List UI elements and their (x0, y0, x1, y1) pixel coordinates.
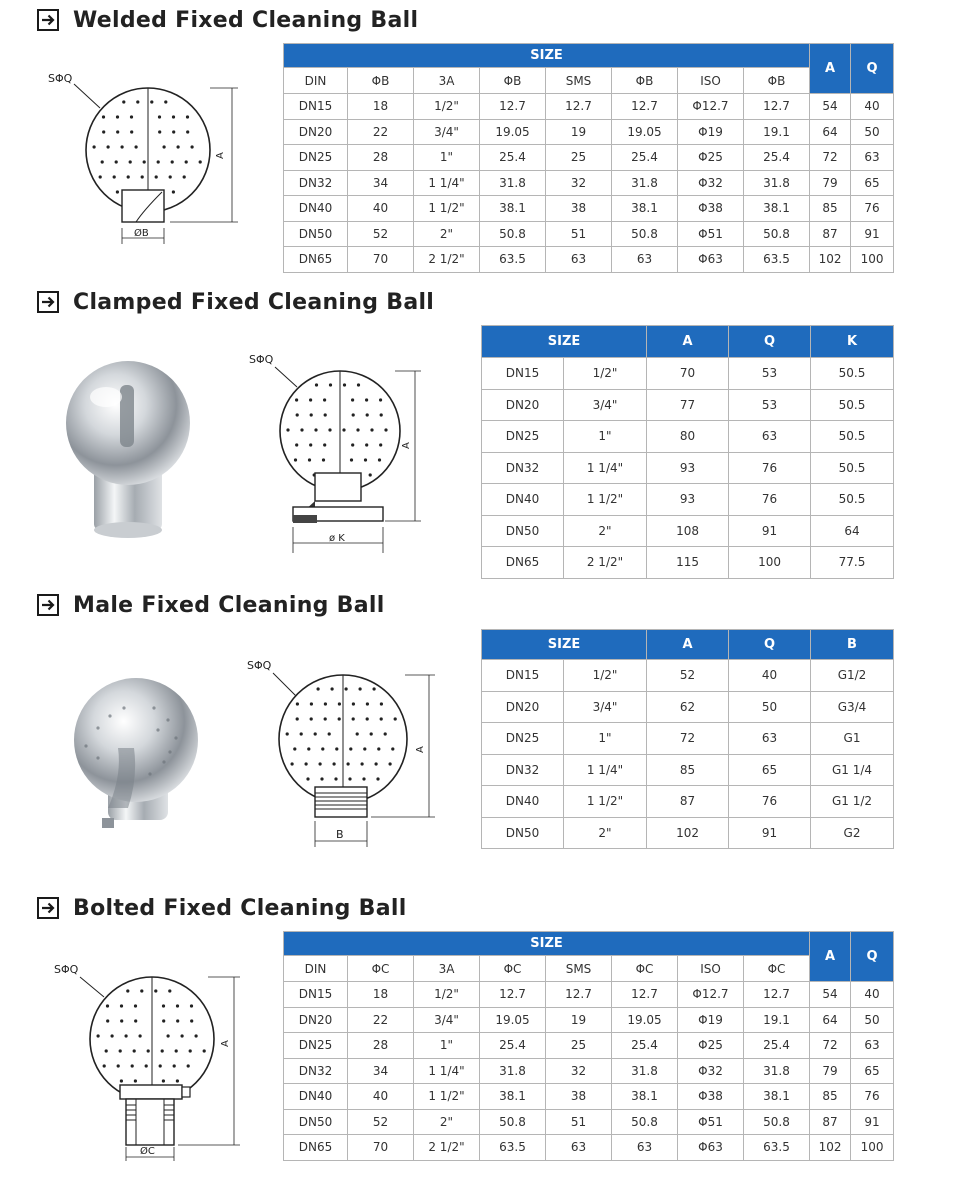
base-dimension-label: B (336, 828, 344, 841)
table-cell: 38.1 (612, 196, 678, 222)
section-title-welded (37, 6, 418, 34)
table-cell: 53 (729, 358, 811, 390)
table-cell: Φ25 (678, 1033, 744, 1059)
table-cell: 12.7 (612, 94, 678, 120)
table-cell: 1/2" (564, 358, 647, 390)
table-cell: DN25 (482, 723, 564, 755)
table-cell: 87 (810, 221, 851, 247)
table-cell: DN50 (284, 221, 348, 247)
table-cell: 1 1/2" (414, 1084, 480, 1110)
height-dimension-label: A (415, 746, 426, 753)
table-row (482, 817, 894, 849)
table-cell: DN32 (284, 1058, 348, 1084)
clamped-spec-table (481, 325, 894, 579)
height-dimension-label: A (215, 152, 226, 159)
welded-ball-diagram (40, 60, 250, 260)
column-header: A (647, 630, 729, 660)
column-header: B (811, 630, 894, 660)
column-header: Q (729, 326, 811, 358)
table-cell: G2 (811, 817, 894, 849)
table-cell: Φ12.7 (678, 982, 744, 1008)
male-ball-diagram (245, 655, 445, 855)
table-cell: 34 (348, 1058, 414, 1084)
table-cell: 31.8 (612, 1058, 678, 1084)
table-cell: 52 (348, 221, 414, 247)
table-cell: 50.5 (811, 484, 894, 516)
table-cell: Φ63 (678, 1135, 744, 1161)
table-cell: 38.1 (480, 1084, 546, 1110)
table-cell: 31.8 (744, 1058, 810, 1084)
table-cell: 31.8 (480, 170, 546, 196)
column-header: SMS (546, 68, 612, 94)
table-cell: 38 (546, 1084, 612, 1110)
table-row (482, 723, 894, 755)
table-cell: 40 (851, 982, 894, 1008)
table-cell: 63 (546, 1135, 612, 1161)
table-cell: 19.05 (612, 1007, 678, 1033)
table-cell: 51 (546, 221, 612, 247)
table-cell: 12.7 (612, 982, 678, 1008)
table-cell: 63 (729, 421, 811, 453)
table-cell: 34 (348, 170, 414, 196)
table-cell: Φ51 (678, 1109, 744, 1135)
table-cell: 50.8 (612, 221, 678, 247)
table-cell: 63.5 (480, 247, 546, 273)
table-cell: 50.5 (811, 358, 894, 390)
base-dimension-label: ØC (140, 1146, 155, 1157)
table-cell: 115 (647, 547, 729, 579)
table-cell: 54 (810, 982, 851, 1008)
column-header: DIN (284, 68, 348, 94)
table-cell: 65 (851, 1058, 894, 1084)
table-cell: 76 (851, 1084, 894, 1110)
table-cell: 79 (810, 170, 851, 196)
table-row (482, 421, 894, 453)
table-cell: DN25 (482, 421, 564, 453)
table-cell: 1 1/2" (414, 196, 480, 222)
table-cell: 50.5 (811, 421, 894, 453)
table-cell: 85 (647, 754, 729, 786)
column-header: K (811, 326, 894, 358)
table-cell: 25.4 (480, 1033, 546, 1059)
table-cell: 22 (348, 1007, 414, 1033)
table-cell: DN15 (482, 358, 564, 390)
table-cell: Φ32 (678, 170, 744, 196)
table-cell: 1" (414, 145, 480, 171)
table-cell: DN20 (284, 1007, 348, 1033)
table-cell: 1" (564, 723, 647, 755)
column-header: ISO (678, 68, 744, 94)
column-header: A (647, 326, 729, 358)
table-cell: 63 (546, 247, 612, 273)
sphere-dimension-label: SΦQ (249, 353, 274, 366)
column-header: SIZE (482, 326, 647, 358)
table-cell: 3/4" (564, 389, 647, 421)
table-cell: 76 (729, 786, 811, 818)
section-title-bolted (37, 894, 407, 922)
table-cell: Φ32 (678, 1058, 744, 1084)
table-cell: Φ19 (678, 1007, 744, 1033)
table-cell: DN20 (482, 389, 564, 421)
table-cell: G1 1/4 (811, 754, 894, 786)
table-cell: 50.5 (811, 452, 894, 484)
table-cell: 87 (647, 786, 729, 818)
table-cell: 12.7 (546, 982, 612, 1008)
height-dimension-label: A (401, 442, 412, 449)
table-cell: Φ51 (678, 221, 744, 247)
table-cell: 70 (348, 1135, 414, 1161)
table-cell: 93 (647, 484, 729, 516)
column-header: ΦC (612, 956, 678, 982)
a-header: A (810, 44, 851, 94)
column-header: ΦB (744, 68, 810, 94)
table-cell: DN32 (482, 754, 564, 786)
table-cell: 102 (647, 817, 729, 849)
table-row (284, 1135, 894, 1161)
table-row (482, 547, 894, 579)
table-row (284, 145, 894, 171)
table-cell: Φ25 (678, 145, 744, 171)
table-cell: DN65 (284, 247, 348, 273)
section-title-text: Bolted Fixed Cleaning Ball (73, 895, 407, 921)
table-row (482, 660, 894, 692)
table-cell: DN40 (284, 196, 348, 222)
table-cell: 3/4" (414, 1007, 480, 1033)
table-cell: 70 (647, 358, 729, 390)
table-cell: DN25 (284, 1033, 348, 1059)
table-cell: 62 (647, 691, 729, 723)
table-cell: Φ63 (678, 247, 744, 273)
table-cell: DN15 (284, 982, 348, 1008)
table-cell: 2" (564, 515, 647, 547)
table-cell: 19.1 (744, 119, 810, 145)
table-cell: 25 (546, 145, 612, 171)
table-cell: 100 (851, 247, 894, 273)
table-row (284, 119, 894, 145)
table-cell: 72 (810, 1033, 851, 1059)
column-header: ΦC (744, 956, 810, 982)
table-cell: 80 (647, 421, 729, 453)
table-cell: 2" (414, 1109, 480, 1135)
table-cell: 18 (348, 94, 414, 120)
table-cell: 65 (729, 754, 811, 786)
table-row (284, 1058, 894, 1084)
table-row (284, 1084, 894, 1110)
table-cell: Φ19 (678, 119, 744, 145)
table-row (284, 196, 894, 222)
table-cell: DN15 (482, 660, 564, 692)
table-cell: Φ38 (678, 196, 744, 222)
table-row (284, 982, 894, 1008)
column-header: ISO (678, 956, 744, 982)
table-cell: 25.4 (744, 1033, 810, 1059)
table-cell: 50.8 (744, 221, 810, 247)
table-cell: G3/4 (811, 691, 894, 723)
q-header: Q (851, 44, 894, 94)
section-title-text: Welded Fixed Cleaning Ball (73, 7, 419, 33)
table-cell: 54 (810, 94, 851, 120)
column-header: DIN (284, 956, 348, 982)
table-cell: 102 (810, 1135, 851, 1161)
base-dimension-label: ø K (329, 533, 345, 544)
arrow-right-box-icon (37, 9, 59, 31)
table-cell: 3/4" (564, 691, 647, 723)
table-cell: 40 (851, 94, 894, 120)
table-cell: DN40 (482, 484, 564, 516)
table-cell: 12.7 (480, 982, 546, 1008)
table-cell: 108 (647, 515, 729, 547)
column-header: Q (729, 630, 811, 660)
table-cell: Φ38 (678, 1084, 744, 1110)
table-row (482, 786, 894, 818)
table-cell: 65 (851, 170, 894, 196)
table-cell: 64 (811, 515, 894, 547)
size-header: SIZE (284, 932, 810, 956)
table-cell: DN32 (482, 452, 564, 484)
table-cell: 2 1/2" (414, 247, 480, 273)
clamped-ball-photo (58, 355, 208, 555)
table-cell: G1/2 (811, 660, 894, 692)
table-cell: 38.1 (480, 196, 546, 222)
table-cell: 1" (414, 1033, 480, 1059)
table-row (284, 170, 894, 196)
table-cell: 2 1/2" (414, 1135, 480, 1161)
table-cell: 85 (810, 1084, 851, 1110)
a-header: A (810, 932, 851, 982)
arrow-right-box-icon (37, 897, 59, 919)
table-cell: 50.5 (811, 389, 894, 421)
table-cell: 1 1/2" (564, 786, 647, 818)
column-header: SIZE (482, 630, 647, 660)
q-header: Q (851, 932, 894, 982)
table-row (284, 1007, 894, 1033)
table-cell: 38.1 (612, 1084, 678, 1110)
table-cell: 1 1/4" (564, 754, 647, 786)
table-cell: 50.8 (612, 1109, 678, 1135)
table-cell: 2" (414, 221, 480, 247)
table-cell: DN15 (284, 94, 348, 120)
table-cell: 1 1/4" (414, 1058, 480, 1084)
bolted-spec-table (283, 931, 894, 1161)
table-cell: 22 (348, 119, 414, 145)
table-cell: 1" (564, 421, 647, 453)
table-cell: 19.05 (612, 119, 678, 145)
table-cell: 1 1/2" (564, 484, 647, 516)
table-cell: 53 (729, 389, 811, 421)
table-cell: 25.4 (480, 145, 546, 171)
table-cell: 18 (348, 982, 414, 1008)
size-header: SIZE (284, 44, 810, 68)
table-cell: 32 (546, 170, 612, 196)
table-cell: 28 (348, 1033, 414, 1059)
table-cell: 12.7 (546, 94, 612, 120)
table-cell: 63 (729, 723, 811, 755)
table-row (482, 515, 894, 547)
table-cell: 100 (729, 547, 811, 579)
table-row (482, 389, 894, 421)
table-cell: 93 (647, 452, 729, 484)
table-cell: 19.1 (744, 1007, 810, 1033)
table-cell: 31.8 (612, 170, 678, 196)
table-cell: 72 (647, 723, 729, 755)
section-title-male (37, 591, 385, 619)
table-cell: 72 (810, 145, 851, 171)
table-cell: 85 (810, 196, 851, 222)
table-cell: Φ12.7 (678, 94, 744, 120)
table-cell: 63 (851, 1033, 894, 1059)
table-cell: 40 (729, 660, 811, 692)
table-cell: DN65 (482, 547, 564, 579)
table-cell: 25.4 (612, 145, 678, 171)
arrow-right-box-icon (37, 291, 59, 313)
table-cell: 50 (729, 691, 811, 723)
table-cell: 64 (810, 119, 851, 145)
table-cell: DN32 (284, 170, 348, 196)
table-row (482, 484, 894, 516)
column-header: ΦC (348, 956, 414, 982)
column-header: ΦB (612, 68, 678, 94)
table-cell: 50.8 (480, 1109, 546, 1135)
section-title-text: Male Fixed Cleaning Ball (73, 592, 385, 618)
table-cell: 63 (612, 1135, 678, 1161)
table-cell: 12.7 (744, 982, 810, 1008)
table-cell: 64 (810, 1007, 851, 1033)
section-title-text: Clamped Fixed Cleaning Ball (73, 289, 435, 315)
table-cell: 87 (810, 1109, 851, 1135)
table-cell: 50 (851, 119, 894, 145)
table-cell: 77 (647, 389, 729, 421)
table-cell: 70 (348, 247, 414, 273)
table-cell: DN25 (284, 145, 348, 171)
table-cell: 51 (546, 1109, 612, 1135)
table-cell: 63 (851, 145, 894, 171)
table-cell: 2" (564, 817, 647, 849)
table-cell: 19 (546, 1007, 612, 1033)
table-cell: 91 (851, 1109, 894, 1135)
table-cell: DN50 (482, 817, 564, 849)
table-cell: 38.1 (744, 196, 810, 222)
table-cell: G1 (811, 723, 894, 755)
table-cell: 50.8 (480, 221, 546, 247)
table-cell: 19.05 (480, 1007, 546, 1033)
table-cell: 31.8 (744, 170, 810, 196)
column-header: ΦC (480, 956, 546, 982)
table-cell: 63.5 (744, 247, 810, 273)
table-cell: 3/4" (414, 119, 480, 145)
table-cell: 63.5 (480, 1135, 546, 1161)
table-cell: G1 1/2 (811, 786, 894, 818)
table-cell: 52 (348, 1109, 414, 1135)
table-cell: 52 (647, 660, 729, 692)
table-row (482, 358, 894, 390)
table-cell: 1 1/4" (564, 452, 647, 484)
column-header: ΦB (480, 68, 546, 94)
table-row (482, 691, 894, 723)
table-cell: 77.5 (811, 547, 894, 579)
table-cell: 76 (729, 484, 811, 516)
sphere-dimension-label: SΦQ (247, 659, 272, 672)
table-cell: 31.8 (480, 1058, 546, 1084)
table-cell: 40 (348, 1084, 414, 1110)
table-cell: DN20 (284, 119, 348, 145)
table-cell: 91 (729, 817, 811, 849)
male-ball-photo (58, 668, 208, 848)
base-dimension-label: ØB (134, 228, 149, 239)
table-row (284, 221, 894, 247)
table-cell: 12.7 (744, 94, 810, 120)
table-cell: 100 (851, 1135, 894, 1161)
table-cell: 1/2" (414, 94, 480, 120)
table-cell: 32 (546, 1058, 612, 1084)
table-cell: 40 (348, 196, 414, 222)
table-cell: 63.5 (744, 1135, 810, 1161)
table-cell: 76 (729, 452, 811, 484)
arrow-right-box-icon (37, 594, 59, 616)
sphere-dimension-label: SΦQ (48, 72, 73, 85)
table-cell: DN40 (482, 786, 564, 818)
table-cell: 2 1/2" (564, 547, 647, 579)
table-cell: 91 (729, 515, 811, 547)
table-row (482, 754, 894, 786)
table-cell: 50.8 (744, 1109, 810, 1135)
sphere-dimension-label: SΦQ (54, 963, 79, 976)
table-cell: 25 (546, 1033, 612, 1059)
column-header: 3A (414, 68, 480, 94)
table-cell: 25.4 (612, 1033, 678, 1059)
table-cell: 1/2" (564, 660, 647, 692)
height-dimension-label: A (220, 1040, 231, 1047)
table-cell: 25.4 (744, 145, 810, 171)
table-cell: 12.7 (480, 94, 546, 120)
table-cell: DN20 (482, 691, 564, 723)
table-row (284, 247, 894, 273)
table-cell: 63 (612, 247, 678, 273)
column-header: ΦB (348, 68, 414, 94)
table-cell: 19 (546, 119, 612, 145)
table-cell: 19.05 (480, 119, 546, 145)
table-cell: 102 (810, 247, 851, 273)
table-cell: DN50 (284, 1109, 348, 1135)
table-cell: 76 (851, 196, 894, 222)
table-row (284, 1033, 894, 1059)
table-cell: DN65 (284, 1135, 348, 1161)
table-cell: 91 (851, 221, 894, 247)
table-cell: 1/2" (414, 982, 480, 1008)
table-row (482, 452, 894, 484)
table-cell: 38.1 (744, 1084, 810, 1110)
welded-spec-table (283, 43, 894, 273)
table-cell: DN50 (482, 515, 564, 547)
table-row (284, 1109, 894, 1135)
male-spec-table (481, 629, 894, 849)
table-cell: 50 (851, 1007, 894, 1033)
bolted-ball-diagram (40, 955, 255, 1165)
table-cell: 28 (348, 145, 414, 171)
table-cell: 79 (810, 1058, 851, 1084)
section-title-clamped (37, 288, 434, 316)
clamped-ball-diagram (245, 345, 445, 555)
table-row (284, 94, 894, 120)
table-cell: 38 (546, 196, 612, 222)
table-cell: 1 1/4" (414, 170, 480, 196)
column-header: SMS (546, 956, 612, 982)
table-cell: DN40 (284, 1084, 348, 1110)
column-header: 3A (414, 956, 480, 982)
